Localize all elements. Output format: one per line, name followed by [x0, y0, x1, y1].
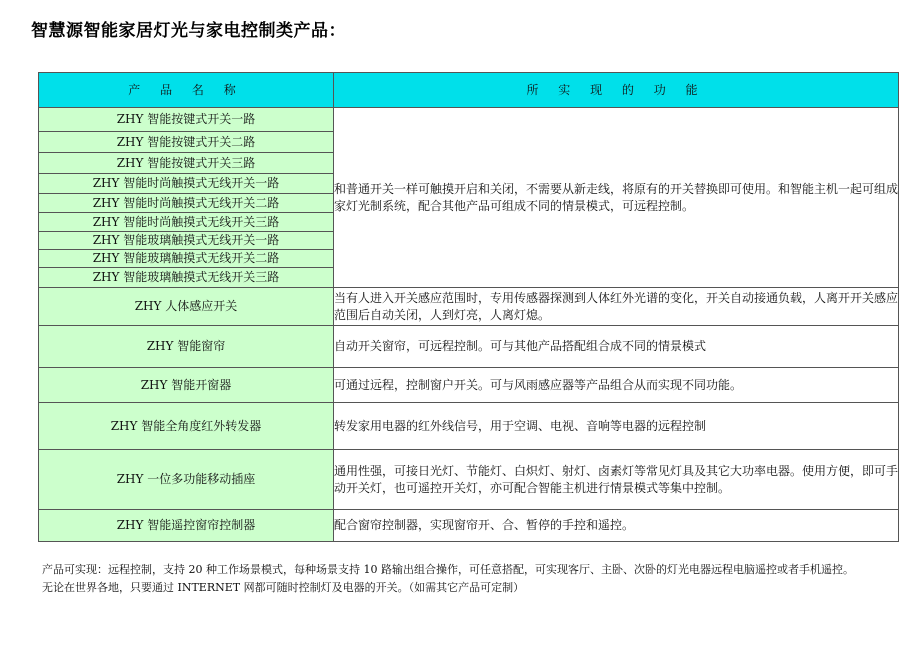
product-name-cell: ZHY 智能时尚触摸式无线开关二路	[39, 194, 334, 213]
product-name-cell: ZHY 智能时尚触摸式无线开关三路	[39, 213, 334, 232]
table-row	[39, 108, 899, 132]
function-cell: 转发家用电器的红外线信号，用于空调、电视、音响等电器的远程控制	[334, 403, 899, 450]
product-name-cell: ZHY 智能窗帘	[39, 326, 334, 368]
product-name-cell: ZHY 人体感应开关	[39, 288, 334, 326]
table-row	[39, 288, 899, 326]
header-product-name: 产 品 名 称	[39, 73, 334, 108]
product-name-cell: ZHY 智能开窗器	[39, 368, 334, 403]
page-title: 智慧源智能家居灯光与家电控制类产品：	[31, 21, 346, 41]
product-table	[38, 72, 899, 542]
product-name-cell: ZHY 智能玻璃触摸式无线开关二路	[39, 250, 334, 268]
product-name-cell: ZHY 智能时尚触摸式无线开关一路	[39, 174, 334, 194]
table-row	[39, 450, 899, 510]
product-name-cell: ZHY 智能按键式开关三路	[39, 153, 334, 174]
table-row	[39, 368, 899, 403]
product-name-cell: ZHY 智能按键式开关二路	[39, 132, 334, 153]
table-row	[39, 326, 899, 368]
table-header-row	[39, 73, 899, 108]
product-name-cell: ZHY 智能全角度红外转发器	[39, 403, 334, 450]
header-function: 所 实 现 的 功 能	[334, 73, 899, 108]
footnote-line-2: 无论在世界各地，只要通过 INTERNET 网都可随时控制灯及电器的开关。（如需其它产品可定制）	[42, 581, 525, 594]
table-row	[39, 403, 899, 450]
function-cell: 和普通开关一样可触摸开启和关闭，不需要从新走线，将原有的开关替换即可使用。和智能主机一起可组成家灯光制系统，配合其他产品可组成不同的情景模式，可远程控制。	[334, 108, 899, 288]
function-cell: 可通过远程，控制窗户开关。可与风雨感应器等产品组合从而实现不同功能。	[334, 368, 899, 403]
function-cell: 通用性强，可接日光灯、节能灯、白炽灯、射灯、卤素灯等常见灯具及其它大功率电器。使用方便，即可手动开关灯，也可遥控开关灯，亦可配合智能主机进行情景模式等集中控制。	[334, 450, 899, 510]
function-cell: 当有人进入开关感应范围时，专用传感器探测到人体红外光谱的变化，开关自动接通负载，人离开开关感应范围后自动关闭，人到灯亮，人离灯熄。	[334, 288, 899, 326]
footnote-line-1: 产品可实现：远程控制，支持 20 种工作场景模式，每种场景支持 10 路输出组合操作，可任意搭配，可实现客厅、主卧、次卧的灯光电器远程电脑遥控或者手机遥控。	[42, 563, 854, 576]
product-name-cell: ZHY 智能遥控窗帘控制器	[39, 510, 334, 542]
table-row	[39, 510, 899, 542]
product-name-cell: ZHY 智能玻璃触摸式无线开关三路	[39, 268, 334, 288]
product-name-cell: ZHY 一位多功能移动插座	[39, 450, 334, 510]
function-cell: 自动开关窗帘，可远程控制。可与其他产品搭配组合成不同的情景模式	[334, 326, 899, 368]
product-name-cell: ZHY 智能按键式开关一路	[39, 108, 334, 132]
function-cell: 配合窗帘控制器，实现窗帘开、合、暂停的手控和遥控。	[334, 510, 899, 542]
product-name-cell: ZHY 智能玻璃触摸式无线开关一路	[39, 232, 334, 250]
